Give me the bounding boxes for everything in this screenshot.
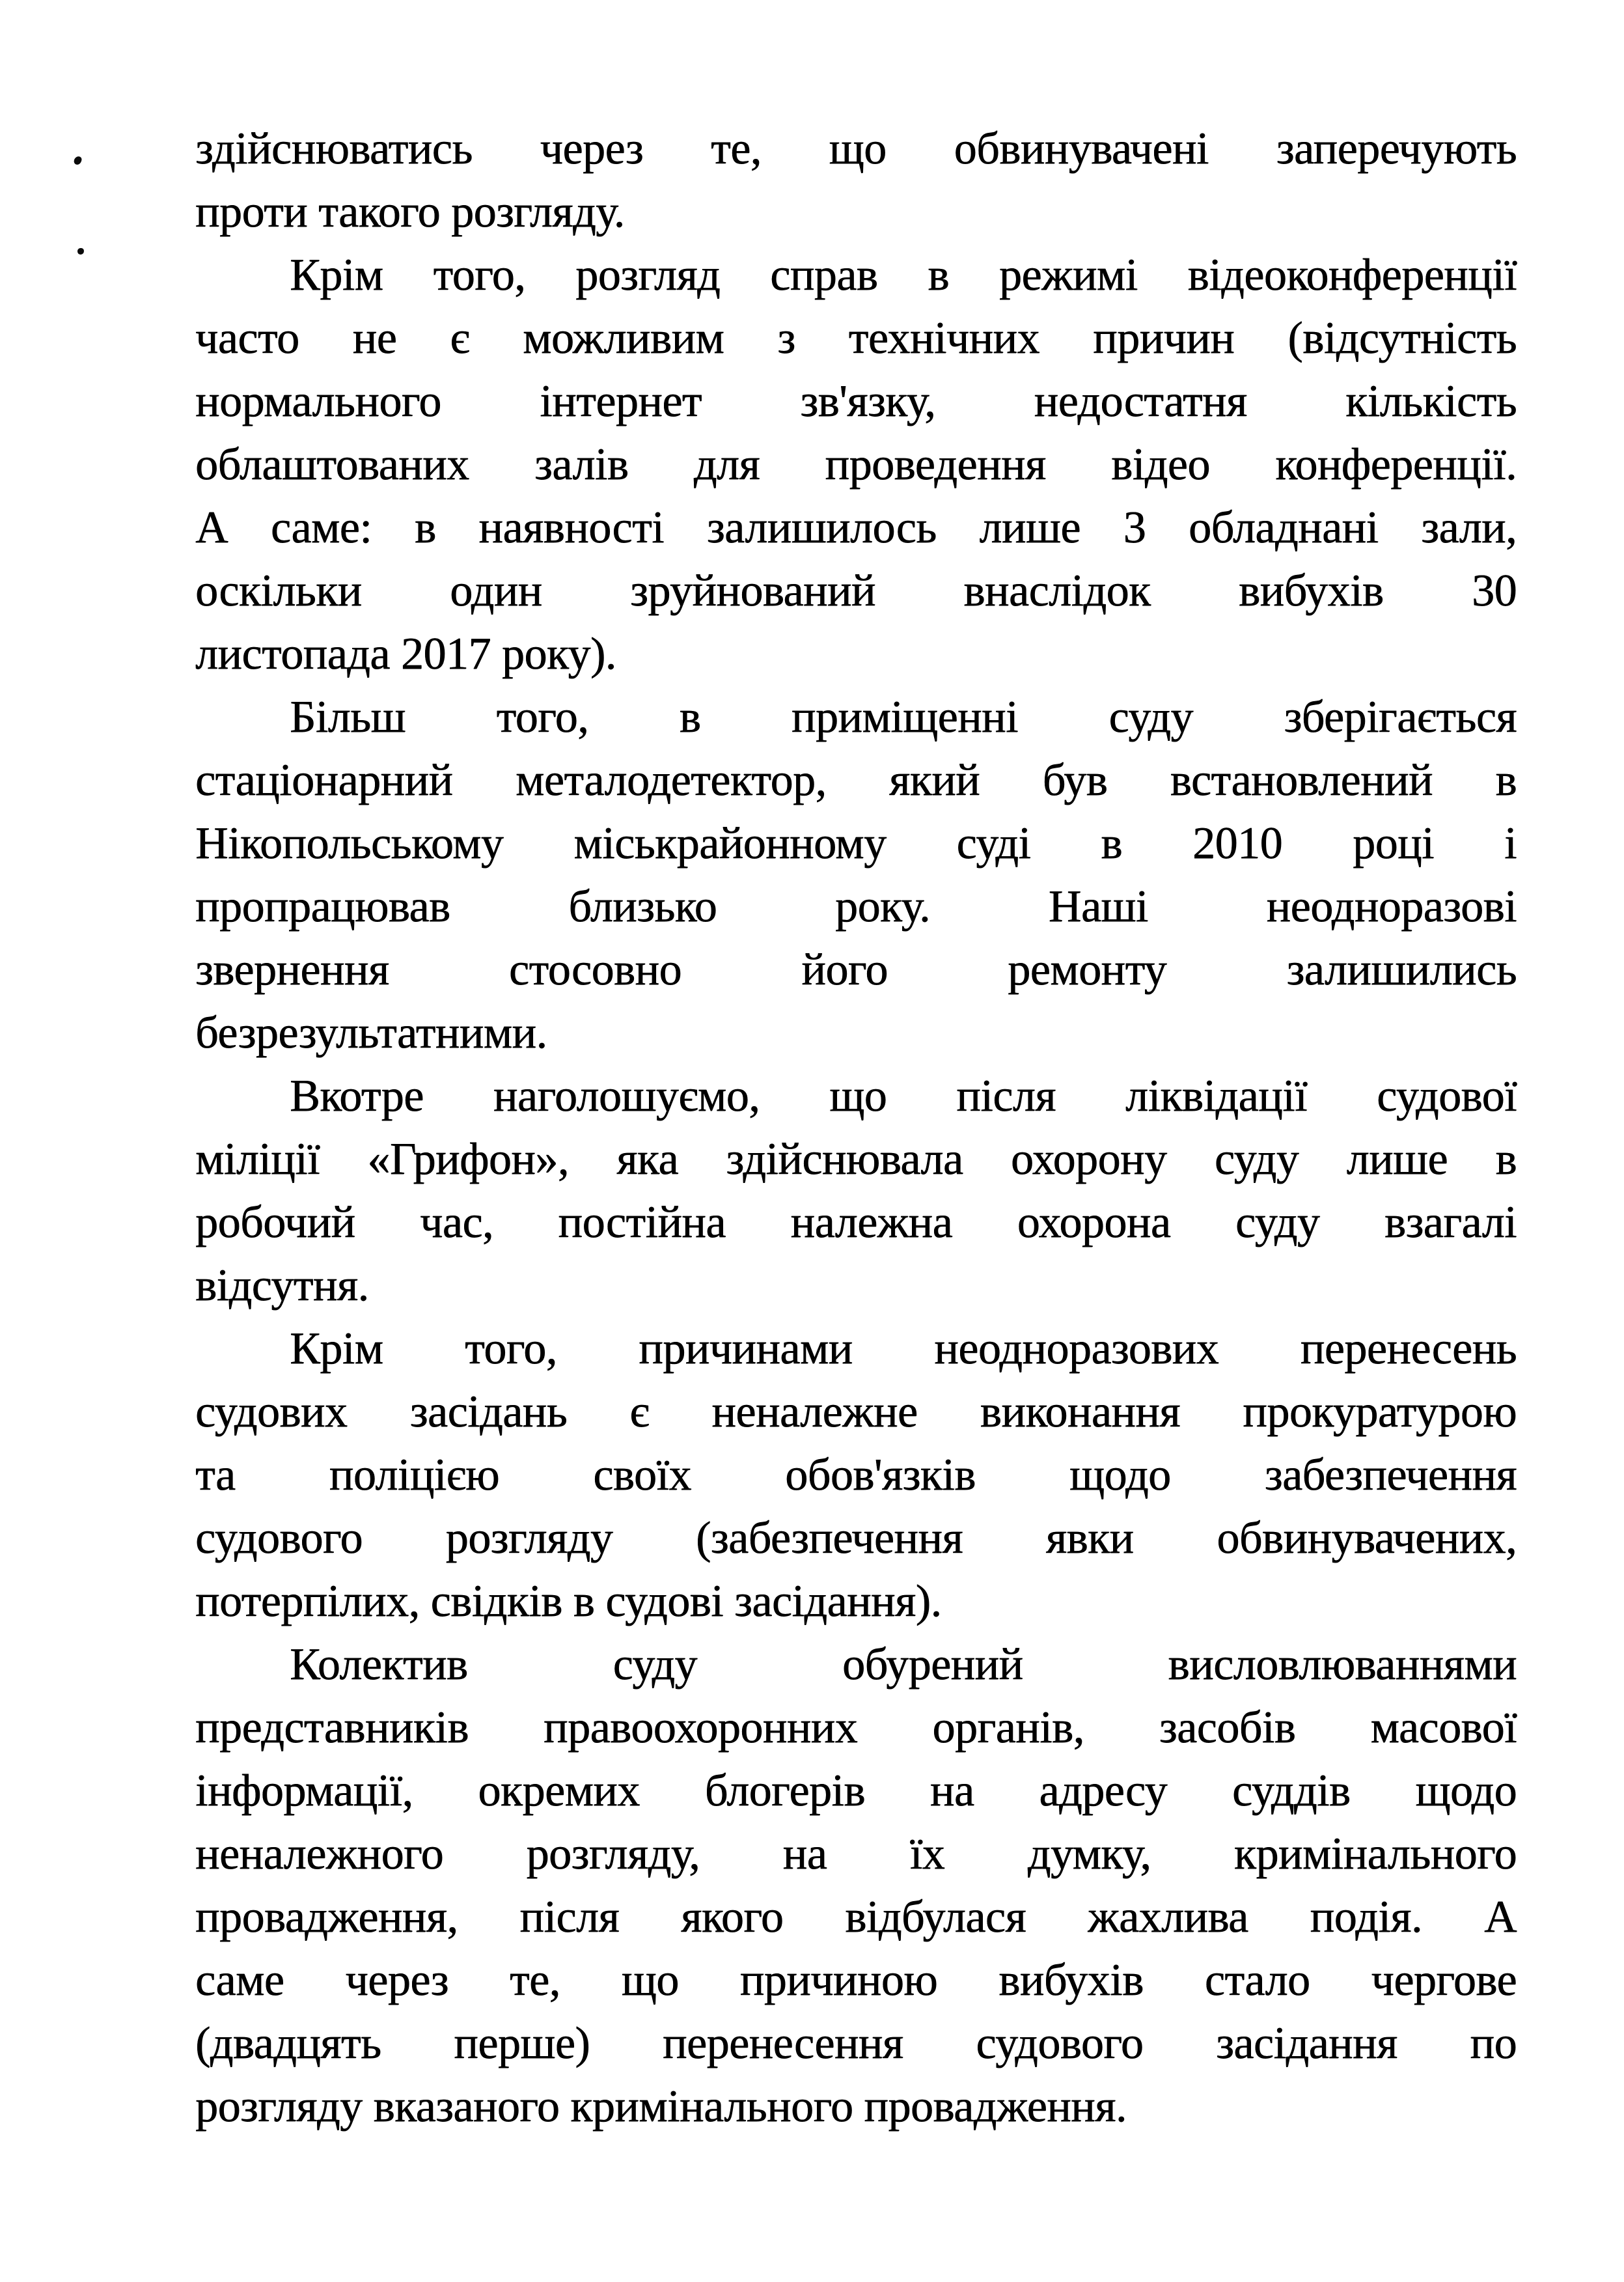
text-line: нормального інтернет зв'язку, недостатня кількість bbox=[195, 376, 1517, 426]
text-line: звернення стосовно його ремонту залишились bbox=[195, 945, 1517, 995]
text-line: стаціонарний металодетектор, який був встановлений в bbox=[195, 755, 1517, 805]
scan-speck bbox=[77, 248, 84, 255]
text-line: Більш того, в приміщенні суду зберігається bbox=[290, 692, 1517, 742]
paragraph bbox=[195, 244, 1517, 686]
text-line: А саме: в наявності залишилось лише 3 обладнані зали, bbox=[195, 503, 1517, 553]
text-line: судових засідань є неналежне виконання прокуратурою bbox=[195, 1387, 1517, 1437]
text-line: провадження, після якого відбулася жахлива подія. А bbox=[195, 1892, 1517, 1942]
text-line: саме через те, що причиною вибухів стало чергове bbox=[195, 1955, 1517, 2005]
document-text bbox=[195, 117, 1517, 2138]
text-line: здійснюватись через те, що обвинувачені заперечують bbox=[195, 124, 1517, 174]
text-line: безрезультатними. bbox=[195, 1008, 547, 1058]
text-line: Крім того, розгляд справ в режимі відеоконференції bbox=[290, 250, 1517, 300]
text-line: міліції «Грифон», яка здійснювала охорону суду лише в bbox=[195, 1134, 1517, 1184]
text-line: пропрацював близько року. Наші неодноразові bbox=[195, 882, 1517, 932]
text-line: неналежного розгляду, на їх думку, кримінального bbox=[195, 1829, 1517, 1879]
text-line: (двадцять перше) перенесення судового засідання по bbox=[195, 2018, 1517, 2068]
text-line: Колектив суду обурений висловлюваннями bbox=[290, 1639, 1517, 1690]
paragraph bbox=[195, 1064, 1517, 1317]
text-line: судового розгляду (забезпечення явки обвинувачених, bbox=[195, 1513, 1517, 1563]
text-line: та поліцією своїх обов'язків щодо забезпечення bbox=[195, 1450, 1517, 1500]
text-line: представників правоохоронних органів, засобів масової bbox=[195, 1703, 1517, 1753]
scan-speck bbox=[73, 156, 82, 166]
text-line: Вкотре наголошуємо, що після ліквідації судової bbox=[290, 1071, 1517, 1121]
text-line: проти такого розгляду. bbox=[195, 187, 625, 237]
paragraph bbox=[195, 686, 1517, 1064]
paragraph bbox=[195, 1633, 1517, 2138]
text-line: потерпілих, свідків в судові засідання). bbox=[195, 1576, 942, 1626]
text-line: відсутня. bbox=[195, 1260, 369, 1311]
text-line: часто не є можливим з технічних причин (відсутність bbox=[195, 313, 1517, 363]
text-line: облаштованих залів для проведення відео конференції. bbox=[195, 439, 1517, 490]
text-line: листопада 2017 року). bbox=[195, 629, 616, 679]
text-line: Крім того, причинами неодноразових перенесень bbox=[290, 1324, 1517, 1374]
text-line: оскільки один зруйнований внаслідок вибухів 30 bbox=[195, 566, 1517, 616]
text-line: розгляду вказаного кримінального провадження. bbox=[195, 2081, 1127, 2132]
paragraph bbox=[195, 1317, 1517, 1633]
text-line: робочий час, постійна належна охорона суду взагалі bbox=[195, 1197, 1517, 1247]
paragraph bbox=[195, 117, 1517, 244]
text-line: Нікопольському міськрайонному суді в 2010 році і bbox=[195, 818, 1517, 869]
text-line: інформації, окремих блогерів на адресу суддів щодо bbox=[195, 1766, 1517, 1816]
